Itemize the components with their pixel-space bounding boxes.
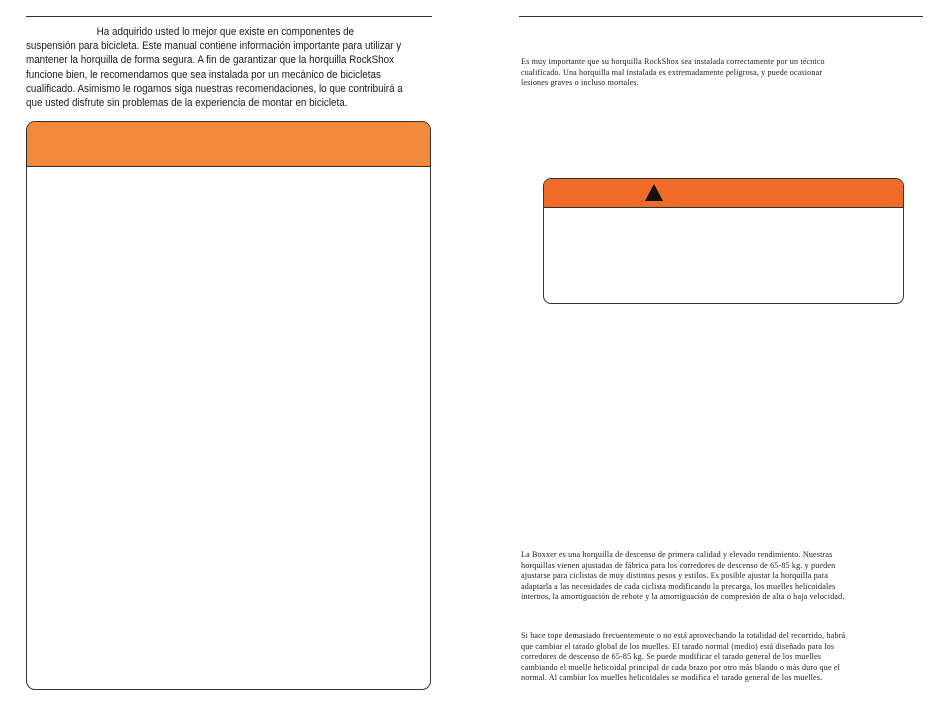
text-line: horquillas vienen ajustadas de fábrica para los corredores de descenso de 65-85 kg. y pueden bbox=[521, 560, 836, 570]
left-page-top-rule bbox=[26, 16, 432, 17]
text-line: que cambiar el tarado global de los muelles. El tarado normal (medio) está diseñado para los bbox=[521, 641, 835, 651]
text-line: internos, la amortiguación de rebote y la amortiguación de compresión de alta o baja velocidad. bbox=[521, 592, 845, 602]
notice-box-header bbox=[27, 122, 430, 167]
intro-line: cualificado. Asimismo le rogamos siga nuestras recomendaciones, lo que contribuirá a bbox=[26, 82, 403, 95]
warning-box bbox=[543, 178, 904, 304]
text-line: lesiones graves o incluso mortales. bbox=[521, 78, 639, 88]
boxxer-description-paragraph bbox=[521, 550, 926, 603]
warning-box-header bbox=[544, 179, 903, 208]
intro-line: suspensión para bicicleta. Este manual contiene información importante para utilizar y bbox=[26, 40, 402, 53]
text-line: ajustarse para ciclistas de muy distintos pesos y estilos. Es posible ajustar la horquilla para bbox=[521, 571, 829, 581]
intro-line: mantener la horquilla de forma segura. A fin de garantizar que la horquilla RockShox bbox=[26, 54, 395, 67]
text-line: La Boxxer es una horquilla de descenso de primera calidad y elevado rendimiento. Nuestras bbox=[521, 550, 833, 559]
text-line: cambiando el muelle helicoidal principal de cada brazo por otro más blando o más duro que el bbox=[521, 662, 841, 672]
text-line: Si hace tope demasiado frecuentemente o no está aprovechando la totalidad del recorrido, habrá bbox=[521, 631, 846, 640]
installation-warning-paragraph bbox=[521, 57, 921, 89]
intro-paragraph bbox=[26, 25, 432, 110]
warning-triangle-icon bbox=[645, 184, 663, 201]
text-line: corredores de descenso de 65-85 kg. Se puede modificar el tarado general de los muelles bbox=[521, 652, 822, 662]
spring-rate-paragraph bbox=[521, 631, 926, 684]
text-line: normal. Al cambiar los muelles helicoidales se modifica el tarado general de los muelles. bbox=[521, 673, 823, 683]
text-line: adaptarla a las necesidades de cada ciclista modificando la precarga, los muelles helicoidales bbox=[521, 581, 836, 591]
intro-line: que usted disfrute sin problemas de la experiencia de montar en bicicleta. bbox=[26, 97, 348, 110]
text-line: cualificado. Una horquilla mal instalada es extremadamente peligrosa, y puede ocasionar bbox=[521, 67, 823, 77]
text-line: Es muy importante que su horquilla RockShox sea instalada correctamente por un técnico bbox=[521, 57, 825, 66]
intro-line: Ha adquirido usted lo mejor que existe en componentes de bbox=[96, 26, 355, 38]
right-page-top-rule bbox=[519, 16, 923, 17]
notice-box bbox=[26, 121, 431, 690]
intro-line: funcione bien, le recomendamos que sea instalada por un mecánico de bicicletas bbox=[26, 68, 381, 81]
